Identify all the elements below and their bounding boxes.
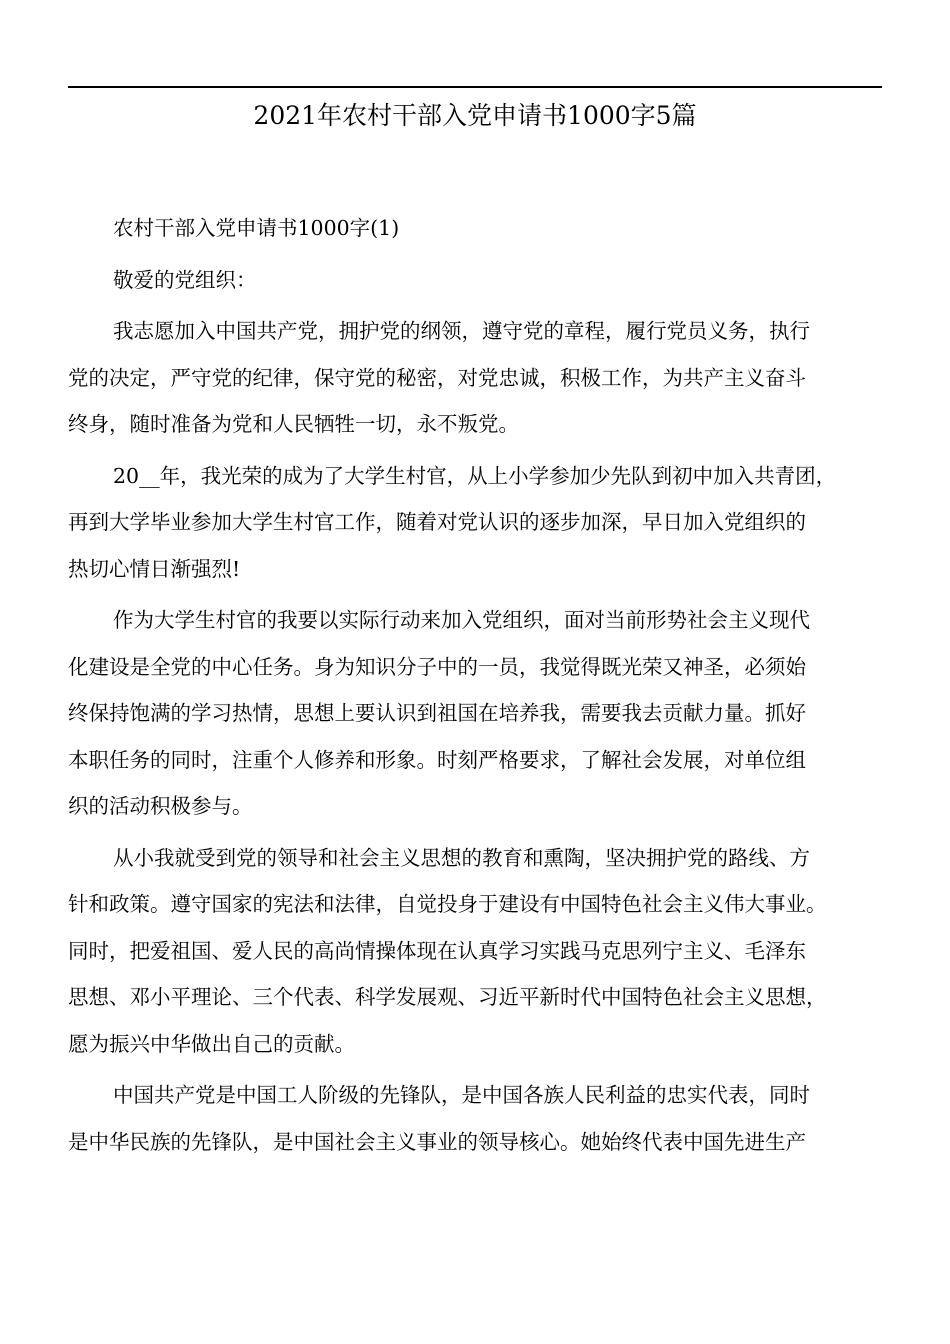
document-title: 2021年农村干部入党申请书1000字5篇 <box>253 101 697 130</box>
text-line: 针和政策。遵守国家的宪法和法律，自觉投身于建设有中国特色社会主义伟大事业。 <box>68 892 827 916</box>
text-line: 再到大学毕业参加大学生村官工作，随着对党认识的逐步加深，早日加入党组织的 <box>68 510 806 534</box>
text-line: 农村干部入党申请书1000字(1) <box>113 216 400 240</box>
text-line: 织的活动积极参与。 <box>68 794 253 818</box>
text-line: 是中华民族的先锋队，是中国社会主义事业的领导核心。她始终代表中国先进生产 <box>68 1129 806 1154</box>
text-line: 终身，随时准备为党和人民牺牲一切，永不叛党。 <box>68 412 519 436</box>
text-line: 党的决定，严守党的纪律，保守党的秘密，对党忠诚，积极工作，为共产主义奋斗 <box>68 365 806 390</box>
text-line: 终保持饱满的学习热情，思想上要认识到祖国在培养我，需要我去贡献力量。抓好 <box>68 701 806 725</box>
text-line: 从小我就受到党的领导和社会主义思想的教育和熏陶，坚决拥护党的路线、方 <box>113 845 810 870</box>
text-line: 热切心情日渐强烈! <box>68 556 241 581</box>
paragraph-salutation <box>68 257 882 304</box>
paragraph <box>68 835 882 1068</box>
paragraph <box>68 1072 882 1165</box>
paragraph <box>68 308 882 448</box>
text-line: 作为大学生村官的我要以实际行动来加入党组织，面对当前形势社会主义现代 <box>113 608 810 632</box>
text-line: 我志愿加入中国共产党，拥护党的纲领，遵守党的章程，履行党员义务，执行 <box>113 319 810 343</box>
text-line: 中国共产党是中国工人阶级的先锋队，是中国各族人民利益的忠实代表，同时 <box>113 1083 810 1107</box>
paragraph <box>68 453 882 593</box>
text-line: 愿为振兴中华做出自己的贡献。 <box>68 1031 355 1056</box>
document-body <box>68 205 882 1165</box>
paragraph <box>68 597 882 830</box>
text-line: 思想、邓小平理论、三个代表、科学发展观、习近平新时代中国特色社会主义思想， <box>68 985 827 1009</box>
text-line: 化建设是全党的中心任务。身为知识分子中的一员，我觉得既光荣又神圣，必须始 <box>68 654 806 679</box>
paragraph-subtitle <box>68 205 882 252</box>
text-line: 本职任务的同时，注重个人修养和形象。时刻严格要求，了解社会发展，对单位组 <box>68 747 806 772</box>
text-line: 敬爱的党组织： <box>113 267 257 292</box>
text-line: 同时，把爱祖国、爱人民的高尚情操体现在认真学习实践马克思列宁主义、毛泽东 <box>68 938 806 963</box>
header-rule <box>68 86 882 88</box>
text-line: 20__年，我光荣的成为了大学生村官，从上小学参加少先队到初中加入共青团， <box>113 463 837 488</box>
